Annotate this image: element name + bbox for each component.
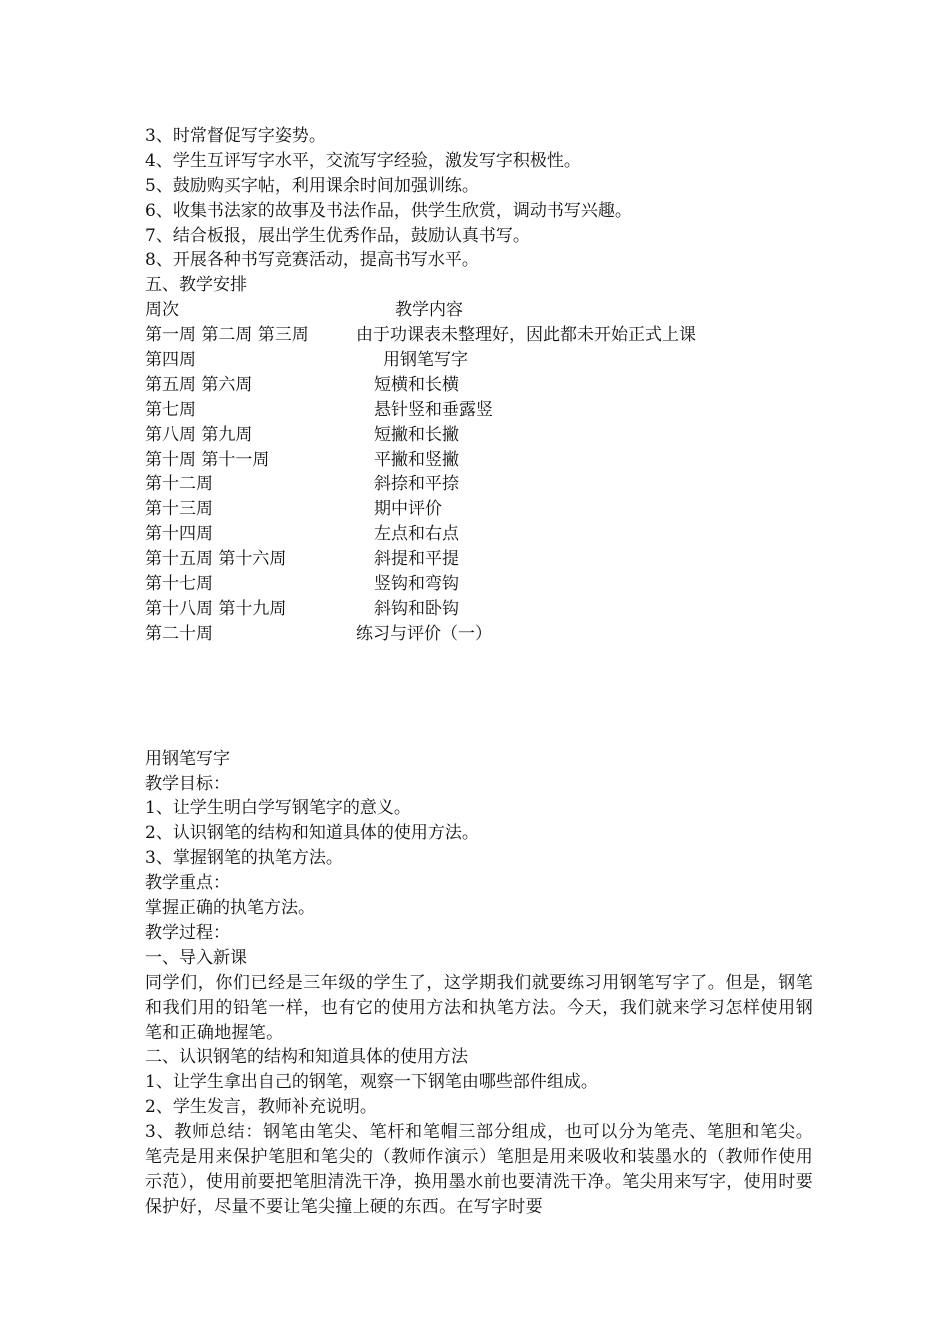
content-cell: 平撇和竖撇: [374, 449, 459, 470]
measure-item: 5、鼓励购买字帖，利用课余时间加强训练。: [145, 175, 479, 196]
schedule-row: [145, 348, 825, 373]
goals-heading: 教学目标：: [145, 773, 230, 794]
goal-item: 3、掌握钢笔的执笔方法。: [145, 848, 343, 869]
week-cell: 第十四周: [145, 524, 213, 545]
content-cell: 练习与评价（一）: [356, 623, 492, 644]
column-header-content: 教学内容: [395, 300, 463, 321]
week-cell: 第十周 第十一周: [145, 449, 270, 470]
process-heading: 教学过程：: [145, 922, 230, 943]
measure-item: 4、学生互评写字水平，交流写字经验，激发写字积极性。: [145, 150, 581, 171]
schedule-row: [145, 398, 825, 423]
content-cell: 期中评价: [374, 499, 442, 520]
lesson-title: 用钢笔写字: [145, 748, 230, 769]
week-cell: 第四周: [145, 350, 196, 371]
schedule-row: [145, 497, 825, 522]
content-cell: 左点和右点: [374, 524, 459, 545]
week-cell: 第十八周 第十九周: [145, 598, 287, 619]
schedule-heading: 五、教学安排: [145, 275, 247, 296]
schedule-row: [145, 472, 825, 497]
step2-summary-paragraph: 3、教师总结：钢笔由笔尖、笔杆和笔帽三部分组成，也可以分为笔壳、笔胆和笔尖。笔壳是用来保护笔胆和笔尖的（教师作演示）笔胆是用来吸收和装墨水的（教师作使用示范），使用前要把笔胆清洗干净，换用墨水前也要清洗干净。笔尖用来写字，使用时要保护好，尽量不要让笔尖撞上硬的东西。在写字时要: [145, 1122, 813, 1217]
week-cell: 第七周: [145, 399, 196, 420]
schedule-row: [145, 373, 825, 398]
week-cell: 第二十周: [145, 623, 213, 644]
content-cell: 斜提和平提: [374, 549, 459, 570]
schedule-row: [145, 323, 825, 348]
content-cell: 短撇和长撇: [374, 424, 459, 445]
content-cell: 由于功课表未整理好，因此都未开始正式上课: [356, 325, 696, 346]
week-cell: 第五周 第六周: [145, 374, 253, 395]
content-cell: 悬针竖和垂露竖: [374, 399, 493, 420]
schedule-row: [145, 622, 825, 647]
schedule-table: [145, 298, 825, 646]
measures-list: [145, 124, 825, 273]
step2-item: 2、学生发言，教师补充说明。: [145, 1097, 377, 1118]
week-cell: 第十二周: [145, 474, 213, 495]
measure-item: 8、开展各种书写竞赛活动，提高书写水平。: [145, 250, 479, 271]
schedule-row: [145, 522, 825, 547]
content-cell: 短横和长横: [374, 374, 459, 395]
schedule-row: [145, 597, 825, 622]
measure-item: 3、时常督促写字姿势。: [145, 126, 326, 146]
measure-item: 6、收集书法家的故事及书法作品，供学生欣赏，调动书写兴趣。: [145, 200, 632, 221]
schedule-row: [145, 423, 825, 448]
week-cell: 第一周 第二周 第三周: [145, 325, 309, 346]
content-cell: 斜捺和平捺: [374, 474, 459, 495]
step2-item: 1、让学生拿出自己的钢笔，观察一下钢笔由哪些部件组成。: [145, 1072, 598, 1093]
content-cell: 斜钩和卧钩: [374, 598, 459, 619]
measure-item: 7、结合板报，展出学生优秀作品，鼓励认真书写。: [145, 225, 530, 246]
schedule-row: [145, 572, 825, 597]
document-page: [145, 124, 825, 1220]
step1-heading: 一、导入新课: [145, 947, 247, 968]
step1-paragraph: 同学们，你们已经是三年级的学生了，这学期我们就要练习用钢笔写字了。但是，钢笔和我们用的铅笔一样，也有它的使用方法和执笔方法。今天，我们就来学习怎样使用钢笔和正确地握笔。: [145, 972, 813, 1043]
week-cell: 第十七周: [145, 574, 213, 595]
content-cell: 竖钩和弯钩: [374, 574, 459, 595]
goal-item: 2、认识钢笔的结构和知道具体的使用方法。: [145, 823, 479, 844]
focus-text: 掌握正确的执笔方法。: [145, 898, 315, 919]
column-header-week: 周次: [145, 300, 179, 321]
focus-heading: 教学重点：: [145, 873, 230, 894]
schedule-row: [145, 547, 825, 572]
week-cell: 第十五周 第十六周: [145, 549, 287, 570]
lesson-plan: [145, 747, 825, 1220]
content-cell: 用钢笔写字: [383, 350, 468, 371]
week-cell: 第八周 第九周: [145, 424, 253, 445]
schedule-row: [145, 448, 825, 473]
schedule-header-row: [145, 298, 825, 323]
step2-heading: 二、认识钢笔的结构和知道具体的使用方法: [145, 1047, 468, 1068]
goal-item: 1、让学生明白学写钢笔字的意义。: [145, 798, 411, 819]
week-cell: 第十三周: [145, 499, 213, 520]
section-spacer: [145, 647, 825, 747]
